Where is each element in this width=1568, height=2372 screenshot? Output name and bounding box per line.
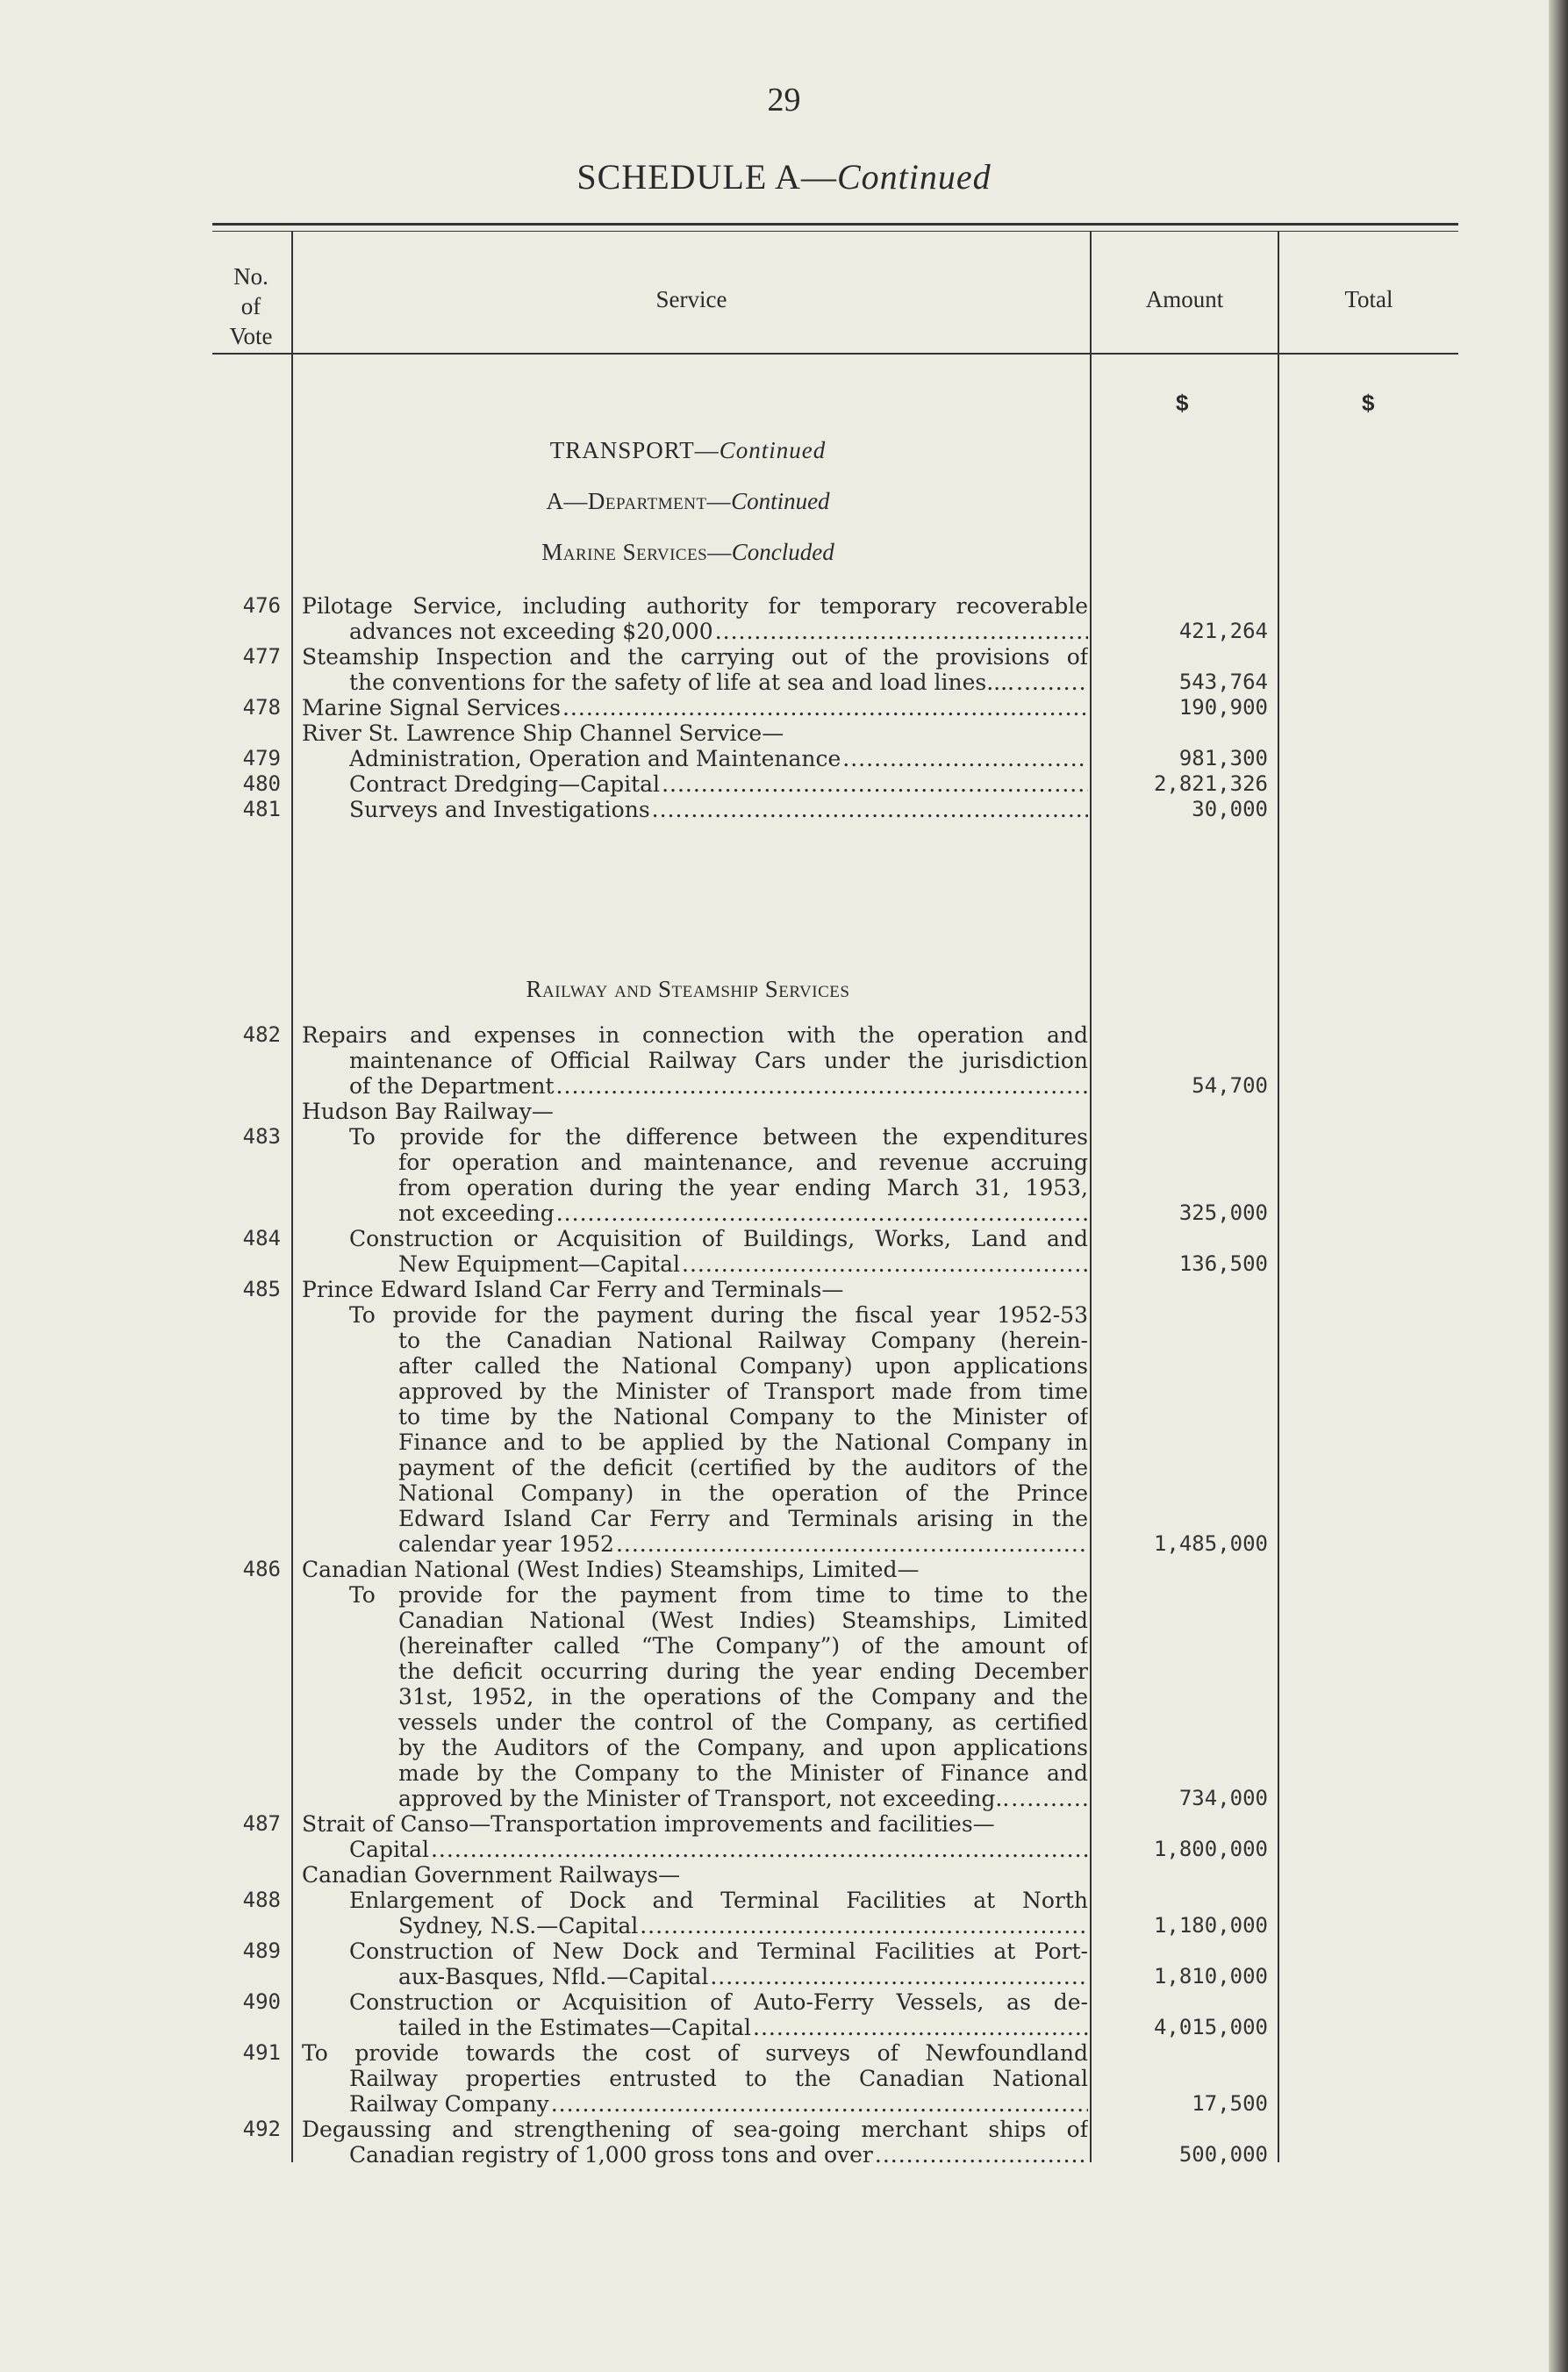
dot-leader [875,2142,1088,2168]
table-row [0,1964,1568,1989]
service-text: to the Canadian National Railway Company (herein- [398,1328,1088,1353]
table-row [0,1379,1568,1404]
table-top-rule-thick [212,223,1458,226]
table-row [0,644,1568,670]
vote-number: 484 [242,1226,281,1250]
table-row [0,1328,1568,1353]
service-text-content: advances not exceeding $20,000 [349,619,713,644]
service-text [349,797,1088,822]
table-row [0,2066,1568,2091]
header-service: Service [655,286,727,312]
service-text: Edward Island Car Ferry and Terminals arising in the [398,1506,1088,1531]
table-row [0,1124,1568,1150]
service-text: to time by the National Company to the Minister of [398,1404,1088,1430]
service-text-content: Capital [349,1837,429,1862]
dot-leader [715,619,1088,644]
dot-leader [753,2015,1088,2040]
amount-value: 500,000 [1178,2142,1268,2167]
table-row [0,1353,1568,1379]
service-text: To provide towards the cost of surveys of Newfoundland [302,2040,1088,2066]
vote-number: 490 [242,1989,281,2014]
vote-number: 485 [242,1277,281,1301]
service-text [349,2091,1088,2117]
table-row [0,1837,1568,1862]
amount-value: 1,180,000 [1153,1913,1268,1938]
section-department-continued: Continued [731,488,830,514]
table-row [0,1862,1568,1888]
vote-number: 487 [242,1811,281,1836]
dot-leader [842,746,1088,771]
table-row [0,1811,1568,1837]
section-department [290,488,1086,515]
total-currency-symbol: $ [1362,390,1375,416]
service-text-content: approved by the Minister of Transport, not exceeding.. [398,1786,1010,1811]
table-row [0,746,1568,771]
service-text: payment of the deficit (certified by the auditors of the [398,1455,1088,1480]
amount-value: 1,485,000 [1153,1531,1268,1556]
service-text: Enlargement of Dock and Terminal Facilities at North [349,1888,1088,1913]
service-text: Canadian National (West Indies) Steamships, Limited— [302,1557,920,1582]
table-row [0,619,1568,644]
table-row [0,1684,1568,1709]
service-text: (hereinafter called “The Company”) of the amount of [398,1633,1088,1659]
service-text-content: Canadian registry of 1,000 gross tons and over [349,2142,873,2168]
vote-number: 492 [242,2117,281,2141]
service-text-content: Marine Signal Services [302,695,561,720]
section-transport [290,437,1086,464]
service-text: Hudson Bay Railway— [302,1099,554,1124]
section-railway-steamship [290,976,1086,1003]
amount-value: 17,500 [1192,2091,1268,2116]
table-row [0,1709,1568,1735]
table-row [0,797,1568,822]
service-text: maintenance of Official Railway Cars under the jurisdiction [349,1048,1088,1073]
service-text: Construction or Acquisition of Buildings, Works, Land and [349,1226,1088,1251]
service-text [398,1913,1088,1938]
table-row [0,1633,1568,1659]
service-text: Degaussing and strengthening of sea-going merchant ships of [302,2117,1088,2142]
section-marine-label: Marine Services— [541,539,732,565]
page-number: 29 [767,82,801,118]
vote-number: 489 [242,1938,281,1963]
service-text: from operation during the year ending March 31, 1953, [398,1175,1088,1200]
schedule-title [0,156,1568,197]
service-text-content: of the Department [349,1073,555,1099]
table-row [0,1480,1568,1506]
header-total: Total [1344,286,1393,312]
table-row [0,1989,1568,2015]
dot-leader [710,1964,1088,1989]
service-text: by the Auditors of the Company, and upon applications [398,1735,1088,1760]
service-text [349,2142,1088,2168]
service-text: National Company) in the operation of the Prince [398,1480,1088,1506]
table-row [0,1404,1568,1430]
table-row [0,1735,1568,1760]
table-row [0,593,1568,619]
service-text: Construction or Acquisition of Auto-Ferry Vessels, as de- [349,1989,1088,2015]
dot-leader [556,1073,1088,1099]
amount-value: 30,000 [1192,797,1268,821]
service-text: for operation and maintenance, and revenue accruing [398,1150,1088,1175]
amount-value: 1,810,000 [1153,1964,1268,1989]
service-text: Construction of New Dock and Terminal Facilities at Port- [349,1938,1088,1964]
table-row [0,1760,1568,1786]
dot-leader [556,1200,1088,1226]
table-row [0,1582,1568,1608]
table-row [0,2040,1568,2066]
section-transport-continued: Continued [719,437,827,463]
header-amount: Amount [1145,286,1224,312]
service-text: vessels under the control of the Company, as certified [398,1709,1088,1735]
table-row [0,1531,1568,1557]
section-marine-services [290,539,1086,566]
schedule-title-continued: Continued [836,157,992,197]
table-row [0,1099,1568,1124]
dot-leader [551,2091,1088,2117]
service-text-content: Railway Company [349,2091,549,2117]
section-railway-label: Railway and Steamship Services [526,976,850,1002]
table-row [0,771,1568,797]
dot-leader [1016,670,1088,695]
service-text: To provide for the payment during the fiscal year 1952-53 [349,1302,1088,1328]
service-text [349,771,1088,797]
table-row [0,2015,1568,2040]
service-text-content: the conventions for the safety of life at sea and load lines.... [349,670,1014,695]
service-text: 31st, 1952, in the operations of the Company and the [398,1684,1088,1709]
service-text [349,1837,1088,1862]
service-text [349,1073,1088,1099]
table-row [0,1888,1568,1913]
service-text: River St. Lawrence Ship Channel Service— [302,720,784,746]
service-text: Steamship Inspection and the carrying out of the provisions of [302,644,1088,670]
dot-leader [640,1913,1088,1938]
service-text-content: Contract Dredging—Capital [349,771,661,797]
vote-number: 482 [242,1022,281,1047]
service-text: To provide for the payment from time to time to the [349,1582,1088,1608]
vote-number: 486 [242,1557,281,1581]
table-row [0,1200,1568,1226]
service-text [302,695,1088,720]
table-row [0,1659,1568,1684]
vote-number: 491 [242,2040,281,2065]
amount-value: 190,900 [1178,695,1268,720]
table-row [0,1226,1568,1251]
service-text-content: Surveys and Investigations [349,797,650,822]
dot-leader [652,797,1088,822]
service-text-content: New Equipment—Capital [398,1251,680,1277]
section-marine-concluded: Concluded [731,539,834,565]
service-text: Pilotage Service, including authority for temporary recoverable [302,593,1088,619]
service-text-content: calendar year 1952 [398,1531,614,1557]
amount-value: 2,821,326 [1153,771,1268,796]
service-text: the deficit occurring during the year ending December [398,1659,1088,1684]
amount-value: 734,000 [1178,1786,1268,1810]
vote-number: 477 [242,644,281,669]
dot-leader [431,1837,1088,1862]
vote-number: 476 [242,593,281,618]
amount-value: 54,700 [1192,1073,1268,1098]
table-row [0,1073,1568,1099]
table-row [0,1022,1568,1048]
amount-value: 325,000 [1178,1200,1268,1225]
vote-number: 479 [242,746,281,770]
vote-number: 483 [242,1124,281,1149]
service-text [398,1251,1088,1277]
table-row [0,1913,1568,1938]
service-text [398,1531,1088,1557]
table-row [0,720,1568,746]
service-text: Canadian Government Railways— [302,1862,681,1888]
header-bottom-rule [212,353,1458,355]
table-row [0,2117,1568,2142]
service-text [398,1786,1088,1811]
dot-leader [682,1251,1088,1277]
service-text [349,670,1088,695]
service-text: after called the National Company) upon applications [398,1353,1088,1379]
section-department-label: A—Department— [546,488,732,514]
table-row [0,695,1568,720]
table-row [0,1150,1568,1175]
amount-value: 4,015,000 [1153,2015,1268,2039]
vote-number: 481 [242,797,281,821]
amount-value: 421,264 [1178,619,1268,643]
vote-number: 480 [242,771,281,796]
table-row [0,1506,1568,1531]
service-text [349,619,1088,644]
service-text [398,2015,1088,2040]
service-text-content: Administration, Operation and Maintenance [349,746,841,771]
table-row [0,1048,1568,1073]
service-text: To provide for the difference between the expenditures [349,1124,1088,1150]
service-text: Prince Edward Island Car Ferry and Terminals— [302,1277,844,1302]
vote-number: 488 [242,1888,281,1912]
table-row [0,1302,1568,1328]
table-row [0,1430,1568,1455]
service-text-content: Sydney, N.S.—Capital [398,1913,639,1938]
table-top-rule-thin [212,231,1458,232]
dot-leader [1011,1786,1088,1811]
vote-number: 478 [242,695,281,720]
dot-leader [562,695,1088,720]
table-row [0,2091,1568,2117]
service-text [349,746,1088,771]
service-text: approved by the Minister of Transport made from time [398,1379,1088,1404]
table-row [0,1175,1568,1200]
amount-currency-symbol: $ [1176,390,1189,416]
service-text-content: not exceeding [398,1200,555,1226]
section-transport-label: TRANSPORT— [549,437,720,463]
service-text: Canadian National (West Indies) Steamships, Limited [398,1608,1088,1633]
service-text: Finance and to be applied by the National Company in [398,1430,1088,1455]
amount-value: 981,300 [1178,746,1268,770]
dot-leader [662,771,1088,797]
amount-value: 543,764 [1178,670,1268,694]
amount-value: 136,500 [1178,1251,1268,1276]
service-text-content: aux-Basques, Nfld.—Capital [398,1964,709,1989]
service-text [398,1964,1088,1989]
table-row [0,1938,1568,1964]
dot-leader [616,1531,1088,1557]
amount-value: 1,800,000 [1153,1837,1268,1861]
header-vote: No. of Vote [229,263,273,349]
table-row [0,1557,1568,1582]
service-text: made by the Company to the Minister of Finance and [398,1760,1088,1786]
table-row [0,1251,1568,1277]
service-text: Railway properties entrusted to the Canadian National [349,2066,1088,2091]
table-row [0,1786,1568,1811]
table-row [0,1608,1568,1633]
table-row [0,670,1568,695]
table-row [0,1455,1568,1480]
service-text [398,1200,1088,1226]
service-text-content: tailed in the Estimates—Capital [398,2015,752,2040]
table-row [0,2142,1568,2168]
schedule-title-main: SCHEDULE A— [576,157,837,197]
service-text: Repairs and expenses in connection with the operation and [302,1022,1088,1048]
service-text: Strait of Canso—Transportation improvements and facilities— [302,1811,995,1837]
table-row [0,1277,1568,1302]
